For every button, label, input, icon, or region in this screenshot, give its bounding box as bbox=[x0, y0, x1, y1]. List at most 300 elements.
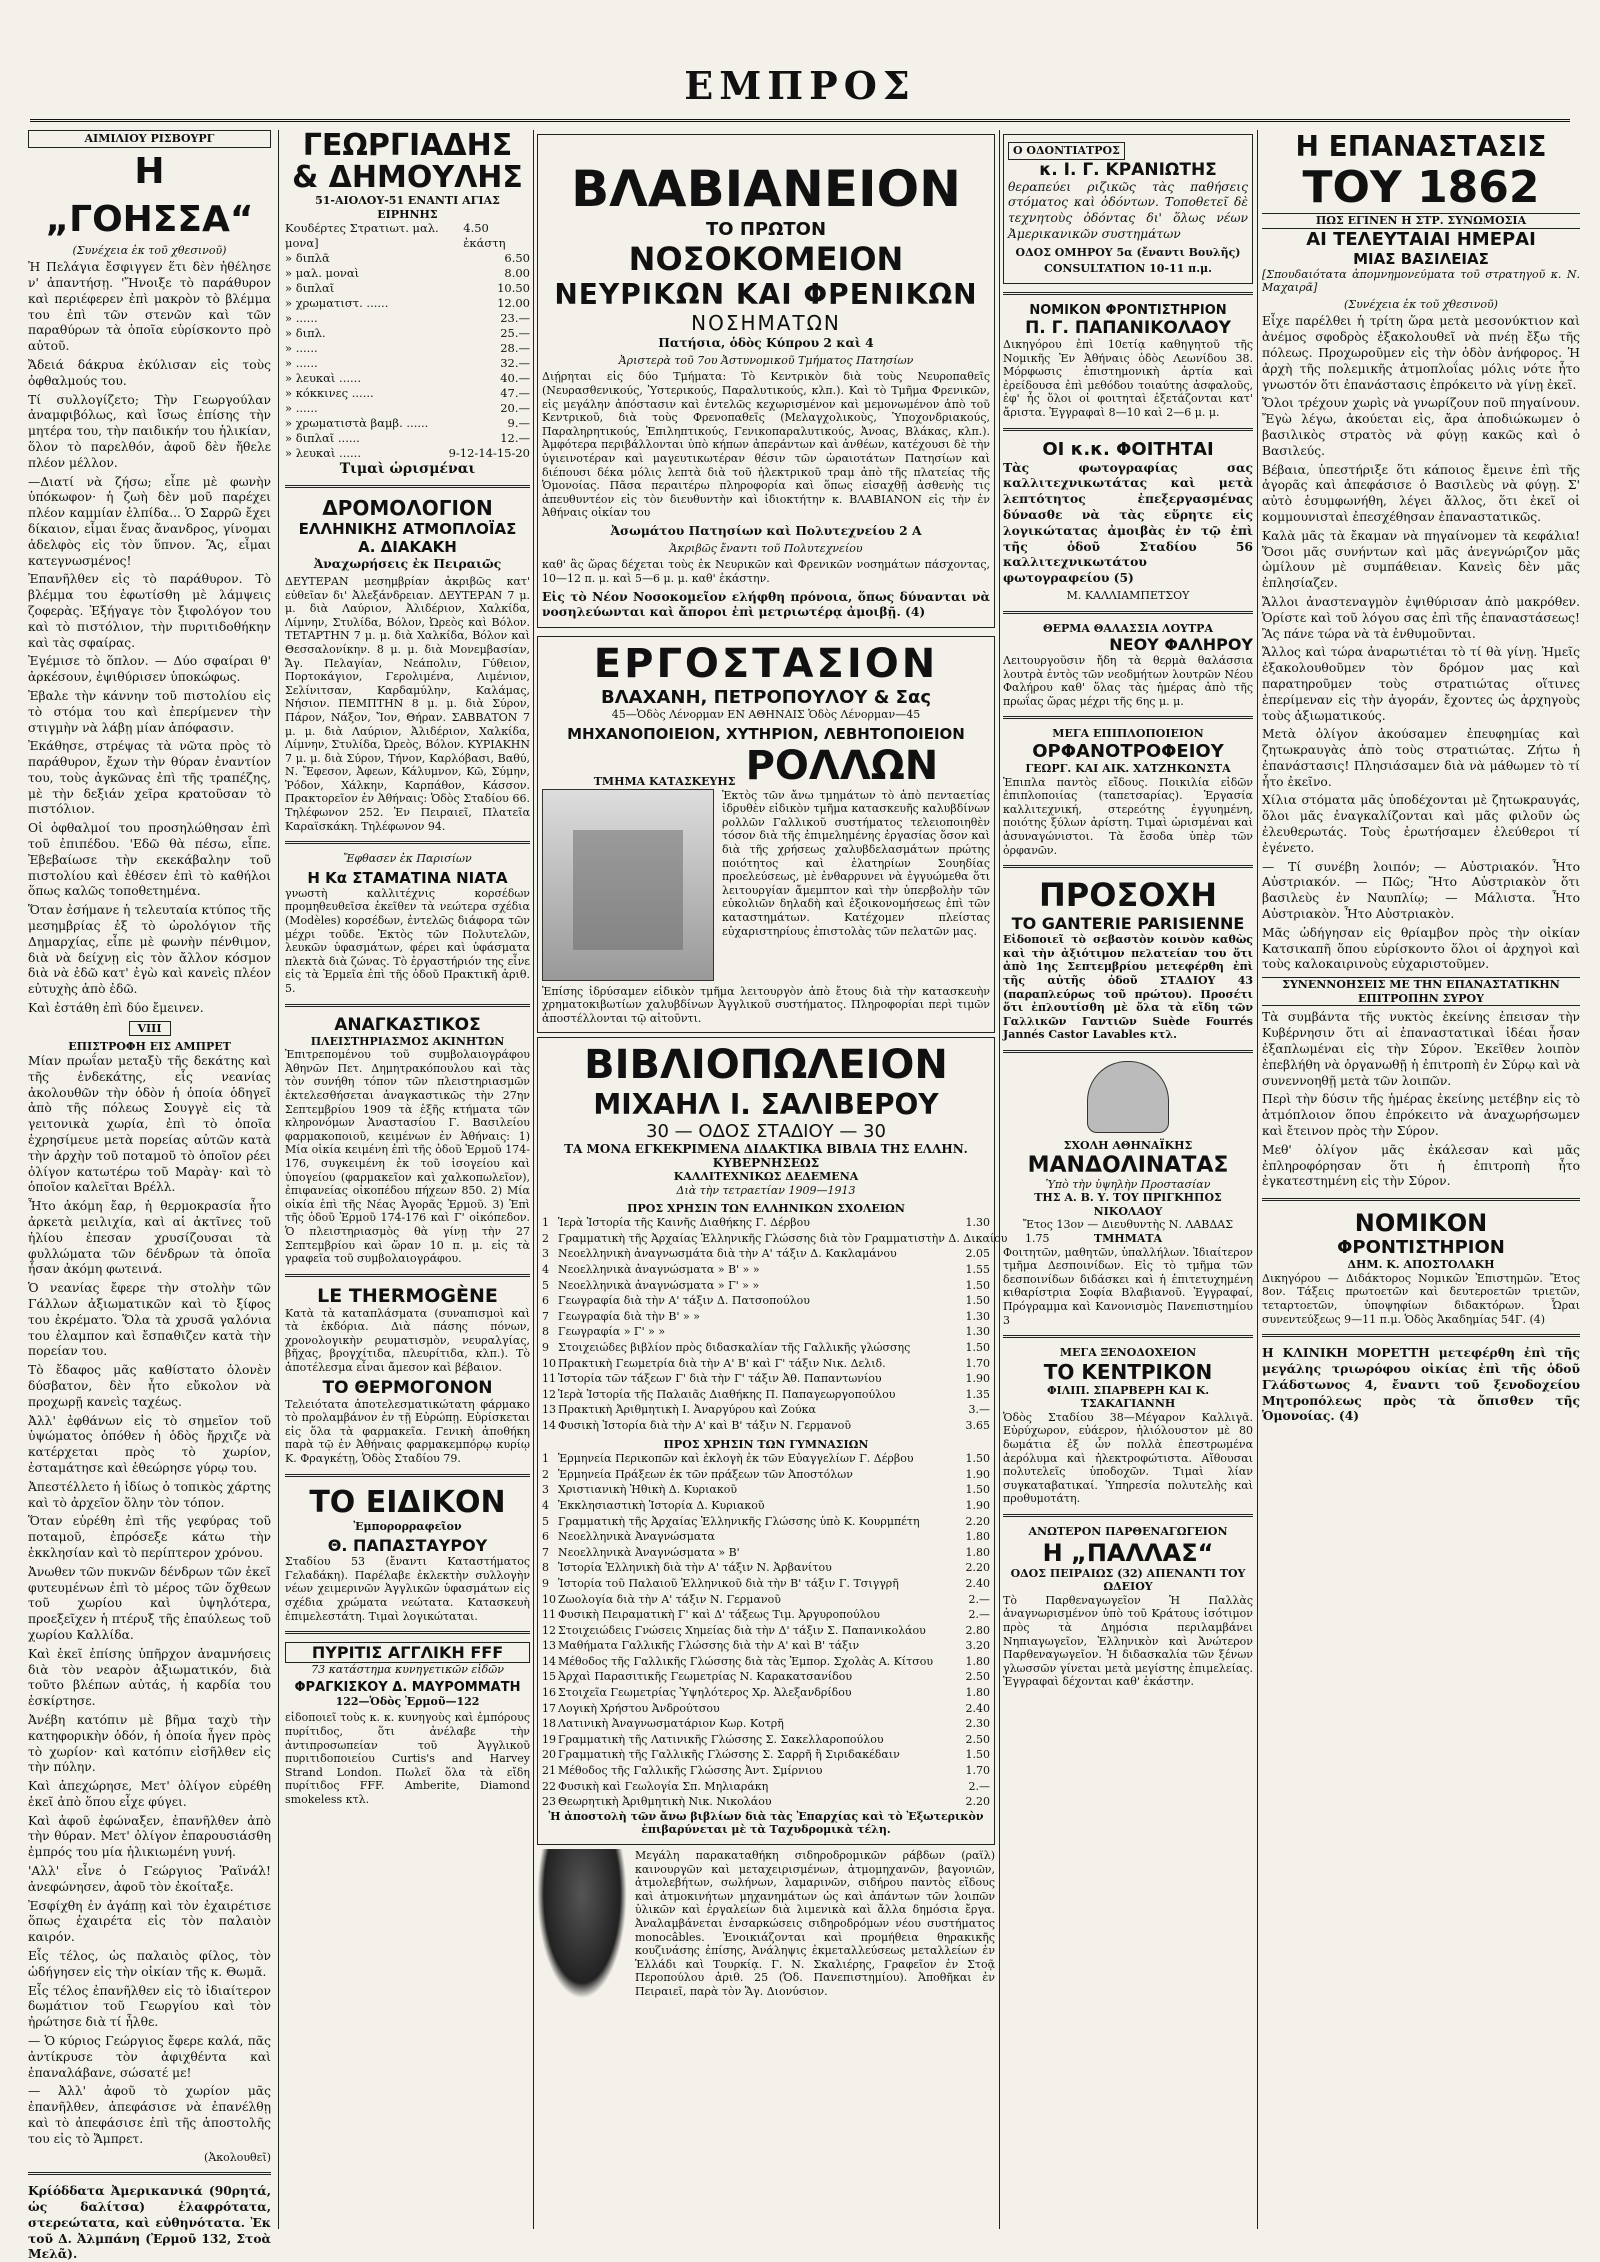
book-entry bbox=[542, 1779, 990, 1795]
paragraph: Καὶ ἀφοῦ ἐφώναξεν, ἐπανῆλθεν ἀπὸ τὴν θύραν. Μετ' ὀλίγον ἐπαρουσιάσθη ἐμπρός του μία ἡλικιωμένη γυνή. bbox=[28, 1813, 271, 1860]
price-value: 9.— bbox=[507, 416, 530, 431]
hotel-owners: ΦΙΛΙΠ. ΣΠΑΡΒΕΡΗ ΚΑΙ Κ. ΤΣΑΚΑΓΙΑΝΝΗ bbox=[1046, 1383, 1210, 1411]
divider bbox=[1262, 1334, 1580, 1337]
paragraph: Ὅλοι τρέχουν χωρὶς νὰ γνωρίζουν ποῦ πηγαίνουν. Ἔγὼ λέγω, ἀκούεται εἰς, ἄρα ἀποδιώκωμεν ὁ βασιλικὸς στρατὸς νὰ φύγῃ κακῶς καὶ ὁ Βασιλεύς. bbox=[1262, 396, 1580, 458]
book-number: 1 bbox=[542, 1216, 549, 1230]
pallas-address: ΟΔΟΣ ΠΕΙΡΑΙΩΣ (32) ΑΠΕΝΑΝΤΙ ΤΟΥ ΩΔΕΙΟΥ bbox=[1010, 1566, 1246, 1594]
paragraph: Ὅταν ἐσήμανε ἡ τελευταία κτύπος τῆς μεσημβρίας ἐξ τὸ ὡρολόγιον τῆς Δημαρχίας, εἶπε μὲ φωνὴν πένθιμον, διὰ νὰ δείχνῃ εἰς τὸν ἄλλον κόσμον διὰ νὰ ἐδῶ κατ' ἐγὼ καὶ κανεὶς πλέον εὐτυχὴς ἀπὸ ἐδῶ. bbox=[28, 903, 271, 997]
book-entry bbox=[542, 1623, 990, 1639]
price-value: 4.50 ἐκάστη bbox=[463, 221, 506, 251]
price-row bbox=[285, 431, 530, 446]
book-entry bbox=[542, 1309, 990, 1325]
paragraph: Μεθ' ὀλίγον μᾶς ἐκάλεσαν καὶ μᾶς ἐπληροφόρησαν ὅτι ἡ ἐπιτροπὴ ἦτο ἐγκατεστημένη εἰς τὴν Σύρον. bbox=[1262, 1142, 1580, 1189]
price-item: » διπλαῖ bbox=[285, 281, 335, 296]
book-entry bbox=[542, 1607, 990, 1623]
law2-name: ΔΗΜ. Κ. ΑΠΟΣΤΟΛΑΚΗ bbox=[1347, 1258, 1495, 1272]
book-entry bbox=[542, 1215, 990, 1231]
law2-body: Δικηγόρου — Διδάκτορος Νομικῶν Ἐπιστημῶν. Ἔτος 8ον. Τάξεις πρωτοετῶν καὶ δευτεροετῶν τριετῶν, τεταρτοετῶν, ὑποψηφίων διδακτόρων. Ὧραι συνεντεύξεως 9—11 π.μ. Ὁδὸς Ἀκαδημίας 54Γ. (4) bbox=[1262, 1271, 1580, 1326]
price-item: » μαλ. μοναὶ bbox=[285, 266, 360, 281]
paragraph: Ἀπεστέλλετο ἡ ἰδίως ὁ τοπικὸς χάρτης καὶ τὸ ἀρχεῖον ὅλην τὸν τόπον. bbox=[28, 1479, 271, 1510]
price-value: 12.— bbox=[500, 431, 530, 446]
book-title: Πρακτικὴ Γεωμετρία διὰ τὴν Α' Β' καὶ Γ' τάξιν Νικ. Δελιδ. bbox=[558, 1356, 886, 1370]
book-price: 1.50 bbox=[965, 1294, 990, 1308]
rail-image bbox=[537, 1849, 627, 1999]
book-number: 6 bbox=[542, 1530, 549, 1544]
book-price: 3.— bbox=[968, 1403, 990, 1417]
paragraph: Μετὰ ὀλίγον ἀκούσαμεν ἐπευφημίας καὶ ζητωκραυγὰς ἀπὸ τοὺς στρατιώτας. Ζήτω ἡ ἐπανάστασις! Πλησιάσαμεν διὰ νὰ μάθωμεν τὸ τί ἦτο ἐκεῖνο. bbox=[1262, 727, 1580, 789]
eidikon-body: Σταδίου 53 (ἔναντι Καταστήματος Γελαδάκη). Παρέλαβε ἐκλεκτὴν συλλογὴν νέων χειμερινῶν Ἀγγλικῶν ὑφασμάτων εἰς σχέδια χρώματα νεώτατα. Κατασκευὴ ἐπιμελεστάτη. Τιμαὶ λογικώταται. bbox=[285, 1555, 530, 1623]
hospital-sub-4: ΝΟΣΗΜΑΤΩΝ bbox=[691, 311, 841, 335]
paragraph: Καὶ ἀπεχώρησε, Μετ' ὀλίγον εὑρέθη ἐκεῖ ἀπὸ ὅπου εἶχε φύγει. bbox=[28, 1779, 271, 1809]
book-number: 9 bbox=[542, 1576, 549, 1590]
baths-sub: ΝΕΟΥ ΦΑΛΗΡΟΥ bbox=[1109, 635, 1253, 655]
paragraph: Ἐκάθησε, στρέψας τὰ νῶτα πρὸς τὸ παράθυρον, ἔχων τὴν θύραν ἐναντίον του, τοὺς ἀγκῶνας ἐπὶ τῆς τραπέζης, μὲ τὴν δεξιάν χεῖρα κρατοῦσαν τὸ πιστόλιον. bbox=[28, 739, 271, 817]
gunpowder-address: 122—Ὁδὸς Ἐρμοῦ—122 bbox=[335, 1694, 480, 1708]
price-value: 28.— bbox=[500, 341, 530, 356]
book-price: 2.40 bbox=[965, 1701, 990, 1715]
divider bbox=[285, 485, 530, 488]
divider bbox=[285, 1274, 530, 1277]
book-price: 1.30 bbox=[965, 1216, 990, 1230]
gunpowder-header: ΠΥΡΙΤΙΣ ΑΓΓΛΙΚΗ FFF bbox=[285, 1642, 530, 1663]
rails-ad bbox=[537, 1849, 995, 1999]
book-title: Χριστιανικὴ Ἠθικὴ Δ. Κυριακοῦ bbox=[558, 1483, 738, 1497]
book-title: Μαθήματα Γαλλικῆς Γλώσσης διὰ τὴν Α' καὶ Β' τάξιν bbox=[558, 1639, 860, 1653]
clinic-notice: Η ΚΛΙΝΙΚΗ ΜΟΡΕΤΤΗ μετεφέρθη ἐπὶ τῆς μεγάλης τριωρόφου οἰκίας ἐπὶ τῆς ὁδοῦ Γλάδστωνος 4, ἔναντι τοῦ ξενοδοχείου Μητροπόλεως πρὸς τὰ ὄπισθεν τῆς Ὁμονοίας. (4) bbox=[1262, 1345, 1580, 1424]
masthead bbox=[30, 55, 1570, 125]
hospital-office-2: Ἀκριβῶς ἔναντι τοῦ Πολυτεχνείου bbox=[669, 541, 863, 555]
divider bbox=[1003, 428, 1253, 431]
price-row bbox=[285, 371, 530, 386]
baths-header: ΘΕΡΜΑ ΘΑΛΑΣΣΙΑ ΛΟΥΤΡΑ bbox=[1043, 621, 1213, 635]
factory-rollers: ΡΟΛΛΩΝ bbox=[745, 742, 939, 789]
hospital-hours: καθ' ἃς ὥρας δέχεται τοὺς ἐκ Νευρικῶν καὶ Φρενικῶν νοσημάτων πάσχοντας, 10—12 π. μ. καὶ 5—6 μ. μ. καθ' ἑκάστην. bbox=[542, 558, 990, 585]
book-number: 7 bbox=[542, 1545, 549, 1559]
column-ads-left bbox=[285, 130, 530, 2229]
students-photographer: Μ. ΚΑΛΛΙΑΜΠΕΤΣΟΥ bbox=[1066, 588, 1190, 602]
book-list-schools bbox=[542, 1215, 1050, 1433]
masthead-rule bbox=[30, 119, 1570, 122]
book-entry bbox=[542, 1451, 990, 1467]
price-row bbox=[285, 221, 530, 251]
serial-to-be-continued: (Ἀκολουθεῖ) bbox=[204, 2150, 271, 2164]
book-title: Λογικὴ Χρήστου Ἀνδρούτσου bbox=[558, 1701, 720, 1715]
bookstore-owner: ΜΙΧΑΗΛ Ι. ΣΑΛΙΒΕΡΟΥ bbox=[593, 1088, 939, 1122]
book-entry bbox=[542, 1482, 990, 1498]
column-revolution bbox=[1262, 130, 1580, 2229]
book-title: Νεοελληνικὰ Ἀναγνώσματα bbox=[558, 1530, 715, 1544]
paragraph: Ἐπανῆλθεν εἰς τὸ παράθυρον. Τὸ βλέμμα του ἐφωτίσθη μὲ λάμψεις ζοφερὰς. Ἐξήγαγε τὸν ξιφολόγον του καὶ τὸ πιστόλιον, τὴν πυριτιδοθήκην καὶ τὰς σφαίρας. bbox=[28, 572, 271, 650]
book-price: 1.80 bbox=[965, 1686, 990, 1700]
book-entry bbox=[542, 1716, 990, 1732]
price-value: 25.— bbox=[500, 326, 530, 341]
book-number: 14 bbox=[542, 1654, 556, 1668]
thermogonon-body: Τελειότατα ἀποτελεσματικώτατη φάρμακο τὸ προλαμβάνον ἐν τῇ Εὐρώπῃ. Εὑρίσκεται εἰς ὅλα τὰ φαρμακεῖα. Γενικὴ ἀποθήκη παρὰ τῷ ἐν Ἀθήναις φαρμακεμπόρῳ κυρίῳ Κ. Φραγκέτῃ, Ὁδὸς Σταδίου 79. bbox=[285, 1397, 530, 1466]
book-price: 2.— bbox=[968, 1608, 990, 1622]
niata-body: γνωστὴ καλλιτέχνις κορσέδων προμηθευθεῖσα ἐκεῖθεν τὰ νεώτερα σχέδια (Modèles) κορσέδων, ἐντελῶς διάφορα τῶν μέχρι τοῦδε. Ἐκτὸς τῶν Πολυτελῶν, λευκῶν ὑφασμάτων, φέρει καὶ ὑφάσματα πλεκτὰ διὰ ζώνας. Τὸ ἐργαστήριόν της εἶνε εἰς τὰ Ἐρμεῖα ἐπὶ τῆς ὁδοῦ Πρακτικῆ ἀριθ. 5. bbox=[285, 886, 530, 996]
paragraph: Ἠ Πελάγια ἔσφιγγεν ἕτι δὲν ἠθέλησε ν' ἀπαντήσῃ. 'Ἤνοιξε τὸ παράθυρον καὶ περιέφερεν ἐπὶ μακρὸν τὸ βλέμμα του ἐπὶ τῶν στενῶν καὶ τῶν παραθύρων τὰ ὁποῖα εὑρίσκοντο πρὸ αὐτοῦ. bbox=[28, 260, 271, 354]
book-title: Ἑρμηνεία Πράξεων ἐκ τῶν πράξεων τῶν Ἀποστόλων bbox=[558, 1467, 853, 1481]
book-number: 10 bbox=[542, 1592, 556, 1606]
book-title: Γεωγραφία διὰ τὴν Β' » » bbox=[558, 1309, 700, 1323]
book-price: 1.90 bbox=[965, 1372, 990, 1386]
book-price: 1.70 bbox=[965, 1764, 990, 1778]
paragraph: Μίαν πρωΐαν μεταξὺ τῆς δεκάτης καὶ τῆς ἐνδεκάτης, εἷς νεανίας ἀκολουθῶν τὴν ὁδὸν ἡ ὁποία ὁδηγεῖ ἀπὸ τῆς πόλεως Σουγγὲ εἰς τὰ γειτονικὰ χωρία, ἐπὶ τὸ ὁποῖα ἐχρησίμευε μετὰ πορείας αὐτῶν κατὰ τὴν ἀρχὴν τοῦ ποταμοῦ τὸ ὁποῖον ρέει ὀλίγον κατωτέρω τοῦ Μαρὰγ· καὶ τὸ ὁποῖον καλεῖται Βρέλλ. bbox=[28, 1054, 271, 1195]
divider bbox=[285, 1004, 530, 1007]
book-title: Ἐκκλησιαστικὴ Ἱστορία Δ. Κυριακοῦ bbox=[558, 1498, 765, 1512]
ad-blankets-firm-1: ΓΕΩΡΓΙΑΔΗΣ bbox=[302, 128, 513, 163]
book-number: 4 bbox=[542, 1498, 549, 1512]
price-item: » χρωματιστ. ...... bbox=[285, 296, 389, 311]
ship-header: ΔΡΟΜΟΛΟΓΙΟΝ bbox=[322, 496, 493, 521]
hospital-new: Εἰς τὸ Νέον Νοσοκομεῖον ελήφθη πρόνοια, ὅπως δύνανται νὰ νοσηλεύωνται καὶ ἄποροι ἐπὶ μετριωτέρᾳ ἀμοιβῇ. (4) bbox=[542, 588, 990, 620]
book-number: 23 bbox=[542, 1795, 556, 1809]
auction-subheader: ΠΛΕΙΣΤΗΡΙΑΣΜΟΣ ΑΚΙΝΗΤΩΝ bbox=[310, 1034, 505, 1048]
book-price: 1.70 bbox=[965, 1356, 990, 1370]
mandolin-header: ΣΧΟΛΗ ΑΘΗΝΑΪΚΗΣ bbox=[1063, 1138, 1193, 1152]
rails-body: Μεγάλη παρακαταθήκη σιδηροδρομικῶν ράβδων (ραϊλ) καινουργῶν καὶ μεταχειρισμένων, ἀτμομηχανῶν, βαγονιῶν, ἀτμολεβήτων, σωλήνων, λαμαρινῶν, σιδήρου παντὸς εἴδους καὶ ἀτμοκινήτων μηχανημάτων ὡς καὶ ἁπάντων τῶν λοιπῶν ὑλικῶν καὶ ἐργαλείων διὰ λιμενικὰ καὶ ἄλλα δημόσια ἔργα. Ἀναλαμβάνεται ἐνσαρκώσεις σιδηροδρόμων νέου συστήματος monocâbles. Ἐνοικιάζονται καὶ προμήθεια θηρακικῆς κουζινάσης ἐπίσης, Ἀνάληψις ἐκμεταλλεύσεως μεταλλείων ἐν Ἑλλάδι καὶ Τουρκίᾳ. Γ. Ν. Σκαλιέρης, Γραφεῖον ἐν Στοᾷ Περοπούλου ἀριθ. 25 (Ὁδ. Πανεπιστημίου). Ἀποθῆκαι ἐν Πειραιεῖ, παρὰ τὸν Ἅγ. Διονύσιον. bbox=[635, 1849, 995, 1998]
dentist-ad bbox=[1003, 134, 1253, 284]
book-number: 21 bbox=[542, 1764, 556, 1778]
dentist-header: Ο ΟΔΟΝΤΙΑΤΡΟΣ bbox=[1008, 142, 1125, 160]
book-title: Στοιχειώδες βιβλίον πρὸς διδασκαλίαν τῆς Γαλλικῆς γλώσσης bbox=[558, 1341, 911, 1354]
book-number: 22 bbox=[542, 1779, 556, 1793]
column-divider bbox=[533, 130, 534, 2229]
book-price: 1.50 bbox=[965, 1341, 990, 1354]
book-list-gymnasia bbox=[542, 1451, 990, 1810]
price-row bbox=[285, 296, 530, 311]
serial-continued: (Συνέχεια ἐκ τοῦ χθεσινοῦ) bbox=[72, 243, 227, 257]
book-price: 1.30 bbox=[965, 1325, 990, 1339]
mandolin-body: Φοιτητῶν, μαθητῶν, ὑπαλλήλων. Ἰδιαίτερον τμῆμα Δεσποινίδων. Εἰς τὸ τμῆμα τῶν δεσποινίδων διδάσκει καὶ ἡ ἐπιτετυχημένη κιθαρίστρια Σοφία Βλαβιανοῦ. Ἐγγραφαί, Πρόγραμμα καὶ Κανονισμὸς Πανεπιστημίου 3 bbox=[1003, 1245, 1253, 1327]
book-number: 11 bbox=[542, 1608, 556, 1622]
paragraph: Τὸ ἔδαφος μᾶς καθίστατο ὁλονὲν δύσβατον, δὲν ἦτο εὔκολον νὰ προχωρῇ κανεὶς ταχέως. bbox=[28, 1363, 271, 1409]
book-entry bbox=[542, 1293, 990, 1309]
mandolin-director: Ἔτος 13ον — Διευθυντὴς Ν. ΛΑΒΔΑΣ bbox=[1023, 1218, 1233, 1232]
paragraph: Εἶς τέλος ἐπανῆλθεν εἰς τὸ ἰδιαίτερον δωμάτιον τοῦ Γεωργίου καὶ τὸν ἠρώτησε διὰ τί ἦλθε. bbox=[28, 1983, 271, 2030]
book-price: 2.50 bbox=[965, 1732, 990, 1746]
ship-schedule: ΔΕΥΤΕΡΑΝ μεσημβρίαν ἀκριβῶς κατ' εὐθεῖαν δι' Ἀλεξάνδρειαν. ΔΕΥΤΕΡΑΝ 7 μ. μ. διὰ Λαύριον, Ἀλιδέριον, Χαλκίδα, Λίμνην, Στυλίδα, Βόλον, Ὠρεὸς καὶ Βόλον. ΤΕΤΑΡΤΗΝ 7 μ. μ. διὰ Χαλκίδα, Βόλον καὶ Θεσσαλονίκην. 8 μ. μ. διὰ Μονεμβασίαν, Ἄγ. Πελαγίαν, Νεάπολιν, Γύθειον, Πορτοκάγιον, Γερολιμένα, Λιμένιον, Σελίνιτσαν, Καρδαμύλην, Καλάμας, Νήσιον. ΠΕΜΠΤΗΝ 8 μ. μ. διὰ Σύρον, Πάρον, Νάξον, Ἴον, Θήραν. ΣΑΒΒΑΤΟΝ 7 μ. μ. διὰ Λαύριον, Ἀλιδέριον, Χαλκίδα, Λίμνην, Στυλίδα, Ὠρεὸς, Βόλον. ΚΥΡΙΑΚΗΝ 7 μ. μ. διὰ Σύρον, Τήνον, Καρλόβασι, Βαθύ, Ν. Ἔφεσον, Ἀφεων, Κάλυμνον, Κῶ, Σύμην, Ῥόδον, Χάλκην, Καρπάθον, Κάσσον. Πρακτορεῖον ἐν Ἀθήναις: Ὁδὸς Σταδίου 66. Τηλέφωνον 252. Ἐν Πειραιεῖ, Πλατεῖα Καραϊσκάκη. Τηλέφωνον 94. bbox=[285, 574, 530, 833]
book-number: 16 bbox=[542, 1686, 556, 1700]
paragraph: Καλὰ μᾶς τὰ ἔκαμαν νὰ πηγαίνομεν τὰ κεφάλια! Ὅσοι μᾶς συνήντων καὶ μᾶς ἀνεγνώριζον μᾶς ὠμίλουν μὲ συμπάθειαν. Κανεὶς δὲν μᾶς ἐπλησίαζεν. bbox=[1262, 528, 1580, 591]
divider bbox=[28, 2172, 271, 2175]
dentist-hours: CONSULTATION 10-11 π.μ. bbox=[1044, 262, 1212, 276]
mandolin-patron-intro: Ὑπὸ τὴν ὑψηλὴν Προστασίαν bbox=[1045, 1177, 1211, 1191]
price-item: » ...... bbox=[285, 341, 318, 356]
hospital-body: Διῄρηται εἰς δύο Τμήματα: Τὸ Κεντρικὸν διὰ τοὺς Νευροπαθεῖς (Νευρασθενικούς, Ὑστερικούς, Παραλυτικούς, κλπ.). Καὶ τὸ Τμῆμα Φρενικῶν, εἰς μεγάλην ἀπόστασιν καὶ ἐντελῶς κεχωρισμένον καὶ μεμονωμένον ἀπὸ τοῦ Κεντρικοῦ, διὰ τοὺς Φρενοπαθεῖς (Μελαγχολικοὺς, Ὑποχονδριακούς, Παραληρητικούς, Ἐπιληπτικούς, Γενικοπαραλυτικούς, Ἀνοας, Βλάκας, κλπ.). Ἀμφότερα περιβάλλονται ὑπὸ κήπων ἀπεράντων καὶ ἀνθέων, κατέχουσι δὲ τὴν ὑγιεινοτέραν καὶ μαγευτικωτέραν θέσιν τῶν ὡραιοτάτων Πατησίων καὶ διέπουσι δέκα μόλις λεπτὰ διὰ τοῦ ἠλεκτρικοῦ τραμ ἀπὸ τῆς πλατείας τῆς Ὁμονοίας. Πᾶσα περαιτέρω πληροφορία καὶ ὅπως εἰσαχθῇ ἀσθενὴς τις ἀπευθυντέον εἰς τὸν διευθυντὴν καὶ ἰδιοκτήτην κ. ΒΛΑΒΙΑΝΟΝ εἰς τὴν ἐν Ἀθήναις οἰκίαν του bbox=[542, 370, 990, 520]
divider bbox=[1003, 716, 1253, 719]
eidikon-header: ΤΟ ΕΙΔΙΚΟΝ bbox=[309, 1484, 506, 1520]
bookstore-address: 30 — ΟΔΟΣ ΣΤΑΔΙΟΥ — 30 bbox=[646, 1121, 886, 1143]
price-row bbox=[285, 416, 530, 431]
revolution-continued: (Συνέχεια ἐκ τοῦ χθεσινοῦ) bbox=[1344, 297, 1498, 311]
paragraph: —Διατί νὰ ζήσω; εἶπε μὲ φωνὴν ὑπόκωφον· ἡ ζωὴ δὲν μοῦ παρέχει πλέον καμμίαν ἐλπίδα... Ὁ Σαρρῶ ἔχει δίκαιον, εἶμαι ἕνας ἄνανδρος, γίνομαι ἀδελφὸς εἰς τὸν ὕπνον. Ἂς, εἶμαι κατεγνωσμένος! bbox=[28, 474, 271, 568]
hospital-title: ΒΛΑΒΙΑΝΕΙΟΝ bbox=[571, 160, 961, 218]
book-number: 14 bbox=[542, 1418, 556, 1432]
price-row bbox=[285, 266, 530, 281]
book-entry bbox=[542, 1685, 990, 1701]
book-number: 8 bbox=[542, 1561, 549, 1575]
book-title: Στοιχεῖα Γεωμετρίας Ὑψηλότερος Χρ. Ἀλεξανδρίδου bbox=[558, 1686, 852, 1700]
paragraph: Βέβαια, ὑπεστήριξε ὅτι κάποιος ἔμεινε ἐπὶ τῆς ἀγορᾶς καὶ ἀπεφάσισε ὁ Βασιλεὺς νὰ φύγῃ. Σ' αὐτὸ ἐσυμφωνήθη, λέγει ἄλλος, ὅτι ἐκεῖ οἱ κομμουνισταὶ ἐπεσχέθησαν ἐπαναστατικῶς. bbox=[1262, 462, 1580, 524]
book-title: Ἱερὰ Ἱστορία τῆς Παλαιᾶς Διαθήκης Π. Παπαγεωργοπούλου bbox=[558, 1387, 896, 1401]
serial-author: ΑΙΜΙΛΙΟΥ ΡΙΣΒΟΥΡΓ bbox=[28, 130, 271, 148]
book-title: Στοιχειώδεις Γνώσεις Χημείας διὰ τὴν Δ' τάξιν Σ. Παπανικολάου bbox=[558, 1623, 926, 1637]
book-price: 2.20 bbox=[965, 1561, 990, 1575]
book-entry bbox=[542, 1467, 990, 1483]
price-row bbox=[285, 401, 530, 416]
fixed-prices: Τιμαὶ ὡρισμέναι bbox=[339, 461, 476, 478]
hotel-name: ΤΟ ΚΕΝΤΡΙΚΟΝ bbox=[1043, 1359, 1213, 1384]
auction-header: ΑΝΑΓΚΑΣΤΙΚΟΣ bbox=[334, 1014, 481, 1035]
book-entry bbox=[542, 1356, 990, 1372]
book-entry bbox=[542, 1732, 990, 1748]
attention-body: Εἰδοποιεῖ τὸ σεβαστὸν κοινὸν καθὼς καὶ τὴν ἀξιότιμον πελατείαν του ὅτι ἀπὸ 1ης Σεπτεμβρίου μετεφέρθη ἐπὶ τῆς αὐτῆς ὁδοῦ ΣΤΑΔΙΟΥ 43 (παραπλεύρως τοῦ πρώτου). Προσέτι ὅτι ἐπλουτίσθη μὲ ὅλα τὰ εἴδη τῶν Γαλλικῶν Γαντιῶν Suède Fourrés Jannés Castor Lavables κτλ. bbox=[1003, 933, 1253, 1042]
book-entry bbox=[542, 1387, 990, 1403]
book-number: 13 bbox=[542, 1639, 556, 1653]
bookstore-bound: ΚΑΛΛΙΤΕΧΝΙΚΩΣ ΔΕΔΕΜΕΝΑ bbox=[673, 1170, 859, 1184]
chapter-number: VIII bbox=[129, 1021, 171, 1037]
hospital-sub-1: ΤΟ ΠΡΩΤΟΝ bbox=[705, 219, 827, 240]
paragraph: Εἶς τέλος, ὡς παλαιὸς φίλος, τὸν ὡδήγησεν εἰς τὴν οἰκίαν τῆς κ. Θωμᾶ. bbox=[28, 1949, 271, 1979]
book-price: 2.50 bbox=[965, 1670, 990, 1684]
book-number: 20 bbox=[542, 1748, 556, 1762]
book-price: 2.40 bbox=[965, 1576, 990, 1590]
book-number: 18 bbox=[542, 1717, 556, 1731]
price-row bbox=[285, 281, 530, 296]
book-price: 1.50 bbox=[965, 1278, 990, 1292]
bookstore-ad bbox=[537, 1037, 1050, 1845]
book-title: Πρακτικὴ Ἀριθμητικὴ Ι. Ἀναργύρου καὶ Ζούκα bbox=[558, 1403, 816, 1417]
mandolin-sections: ΤΜΗΜΑΤΑ bbox=[1093, 1231, 1163, 1245]
book-price: 2.80 bbox=[965, 1623, 990, 1637]
factory-owners: ΒΛΑΧΑΝΗ, ΠΕΤΡΟΠΟΥΛΟΥ & Σας bbox=[601, 687, 931, 709]
price-value: 40.— bbox=[500, 371, 530, 386]
schools-header: ΠΡΟΣ ΧΡΗΣΙΝ ΤΩΝ ΕΛΛΗΝΙΚΩΝ ΣΧΟΛΕΙΩΝ bbox=[627, 1201, 905, 1215]
price-row bbox=[285, 356, 530, 371]
price-value: 10.50 bbox=[497, 281, 530, 296]
column-serial bbox=[28, 130, 271, 2262]
book-title: Νεοελληνικὴ ἀναγνωσμάτα διὰ τὴν Α' τάξιν Δ. Κακλαμάνου bbox=[558, 1247, 897, 1261]
divider bbox=[1262, 1198, 1580, 1201]
book-title: Ἀρχαὶ Παρασιτικῆς Γεωμετρίας Ν. Καρακατσανίδου bbox=[558, 1670, 853, 1684]
book-price: 2.— bbox=[968, 1592, 990, 1606]
bookstore-approved: ΤΑ ΜΟΝΑ ΕΓΚΕΚΡΙΜΕΝΑ ΔΙΔΑΚΤΙΚΑ ΒΙΒΛΙΑ ΤΗΣ ΕΛΛΗΝ. ΚΥΒΕΡΝΗΣΕΩΣ bbox=[564, 1142, 968, 1171]
furniture-title: ΟΡΦΑΝΟΤΡΟΦΕΙΟΥ bbox=[1032, 741, 1224, 763]
factory-title: ΕΡΓΟΣΤΑΣΙΟΝ bbox=[593, 641, 939, 688]
price-item: » διπλαῖ ...... bbox=[285, 431, 360, 446]
book-price: 2.— bbox=[968, 1779, 990, 1793]
book-entry bbox=[542, 1654, 990, 1670]
section-heading: ΣΥΝΕΝΝΟΗΣΕΙΣ ΜΕ ΤΗΝ ΕΠΑΝΑΣΤΑΤΙΚΗΝ ΕΠΙΤΡΟΠΗΝ ΣΥΡΟΥ bbox=[1262, 977, 1580, 1006]
book-number: 7 bbox=[542, 1309, 549, 1323]
paragraph: Καὶ ἐκεῖ ἐπίσης ὑπῆρχον ἀναμνήσεις διὰ τὸν νεαρὸν ἀξιωματικόν, διὰ τοῦτο βλέπων αὐτάς, ἡ καρδία του ἐσκίρτησε. bbox=[28, 1646, 271, 1709]
hospital-address-2: Ἀριστερὰ τοῦ 7ου Ἀστυνομικοῦ Τμήματος Πατησίων bbox=[618, 353, 914, 367]
divider bbox=[1003, 611, 1253, 614]
book-title: Γεωγραφία διὰ τὴν Α' τάξιν Δ. Πατσοπούλου bbox=[558, 1294, 810, 1308]
book-number: 10 bbox=[542, 1356, 556, 1370]
bookstore-title: ΒΙΒΛΙΟΠΩΛΕΙΟΝ bbox=[584, 1042, 948, 1089]
book-title: Ἱστορία Ἑλληνικὴ διὰ τὴν Α' τάξιν Ν. Ἀρβανίτου bbox=[558, 1561, 832, 1575]
book-entry bbox=[542, 1763, 990, 1779]
book-title: Γεωγραφία » Γ' » » bbox=[558, 1325, 666, 1339]
book-number: 4 bbox=[542, 1263, 549, 1277]
hotel-header: ΜΕΓΑ ΞΕΝΟΔΟΧΕΙΟΝ bbox=[1059, 1346, 1197, 1360]
price-row bbox=[285, 341, 530, 356]
paragraph: — Ἀλλ' ἀφοῦ τὸ χωρίον μᾶς ἐπανῆλθεν, ἀπεφάσισε νὰ ἐπανέλθῃ καὶ τὸ ἀπεφάσισε ἐπὶ τῆς ἀποστολῆς του εἰς τὸ Ἄμπρετ. bbox=[28, 2084, 271, 2146]
book-title: Ἱστορία τῶν τάξεων Γ' διὰ τὴν Γ' τάξιν Ἀθ. Παπαντωνίου bbox=[558, 1372, 882, 1386]
book-entry bbox=[542, 1514, 990, 1530]
niata-intro: Ἔφθασεν ἐκ Παρισίων bbox=[343, 852, 472, 866]
factory-works: ΜΗΧΑΝΟΠΟΙΕΙΟΝ, ΧΥΤΗΡΙΟΝ, ΛΕΒΗΤΟΠΟΙΕΙΟΝ bbox=[567, 724, 965, 743]
paragraph: Τί συλλογίζετο; Τὴν Γεωργούλαν ἀναμφιβόλως, καὶ ἴσως ἐπίσης τὴν μητέρα του, τὴν παιδικήν του ἡλικίαν, ὅλον τὸ παρελθόν, ἀφοῦ δὲν ἤθελε πλέον μέλλον. bbox=[28, 392, 271, 470]
factory-ad bbox=[537, 636, 995, 1033]
paragraph: Καὶ ἐστάθη ἐπὶ δύο ἔμεινεν. bbox=[28, 1001, 204, 1016]
hotel-body: Ὁδὸς Σταδίου 38—Μέγαρον Καλλιγᾶ. Εὐρύχωρον, εὐάερον, ἡλιόλουστον μὲ 80 δωμάτια ἐξ ὧν πολλὰ ἐπεστρωμένα ἀερόλυμα καὶ ἠλεκτροφώτιστα. Αἴθουσαι πολυτελεῖς ὑποδοχῶν. Τιμαὶ λίαν συγκαταβατικαί. Ὑπηρεσία πολυτελὴς καὶ προθυμοτάτη. bbox=[1003, 1410, 1253, 1506]
book-entry bbox=[542, 1324, 990, 1340]
book-entry bbox=[542, 1545, 990, 1561]
book-title: Φυσικὴ Ἱστορία διὰ τὴν Α' καὶ Β' τάξιν Ν. Γερμανοῦ bbox=[558, 1418, 852, 1432]
paragraph: Εἶχε παρέλθει ἡ τρίτη ὥρα μετὰ μεσονύκτιον καὶ ἀνέμος σφοδρὸς ἐξακολουθεῖ νὰ πνέῃ ἔξω τῆς πόλεως. Προχωροῦμεν εἰς τὴν ὁδὸν ἀνήφορος. Ἡ ἀρχὴ τῆς πολεμικῆς ἀτμοπλοΐας μόλις νότε ἦτο γνωστόν ὅτι ἐπανάστασις ἐπρόκειτο νὰ γίνῃ ἐκεῖ. bbox=[1262, 314, 1580, 392]
price-row bbox=[285, 251, 530, 266]
furniture-header: ΜΕΓΑ ΕΠΙΠΛΟΠΟΙΕΙΟΝ bbox=[1052, 727, 1204, 741]
paragraph: Ἀνέβη κατόπιν μὲ βῆμα ταχὺ τὴν κατηφορικὴν ὁδόν, ἡ ὁποία ἦγεν πρὸς τὸ χωρίον· καὶ κατόπιν εἰσῆλθεν εἰς τὴν πύλην. bbox=[28, 1712, 271, 1775]
paragraph: Ἐβαλε τὴν κάννην τοῦ πιστολίου εἰς τὸ στόμα του καὶ ἐπερίμενεν τὴν στιγμὴν νὰ λάβῃ μίαν ἀπόφασιν. bbox=[28, 688, 271, 735]
book-price: 1.80 bbox=[965, 1545, 990, 1559]
students-header: ΟΙ κ.κ. ΦΟΙΤΗΤΑΙ bbox=[1042, 438, 1214, 460]
paragraph: Ὁ νεανίας ἔφερε τὴν στολὴν τῶν Γάλλων ἀξιωματικῶν καὶ τὸ ξίφος του ἐκρέματο. Ὅλα τὰ χρυσᾶ γαλόνια του ἐλαμπον καὶ ἔσπαθιζεν κατὰ τὴν πορείαν του. bbox=[28, 1281, 271, 1359]
book-number: 11 bbox=[542, 1372, 556, 1386]
book-entry bbox=[542, 1638, 990, 1654]
book-entry bbox=[542, 1592, 990, 1608]
price-item: » λευκαὶ ...... bbox=[285, 446, 361, 461]
book-price: 1.90 bbox=[965, 1467, 990, 1481]
price-item: Κουδέρτες Στρατιωτ. μαλ. μονα] bbox=[285, 221, 439, 251]
book-title: Μέθοδος τῆς Γαλλικῆς Γλώσσης διὰ τὰς Ἐμπορ. Σχολὰς Α. Κίτσου bbox=[558, 1654, 934, 1668]
book-price: 1.90 bbox=[965, 1498, 990, 1512]
book-number: 3 bbox=[542, 1483, 549, 1497]
paragraph: Οἱ ὀφθαλμοί του προσηλώθησαν ἐπὶ τοῦ ἐπιπέδου. 'Εδῶ θὰ πέσω, εἶπε. Ἐβεβαίωσε τὴν εκεκάβαλην τοῦ πιστολίου καὶ ἐθέσεν ἐπὶ τὸ καθήλοι ὅπως καλῶς τοποθετημένα. bbox=[28, 821, 271, 899]
revolution-subtitle: ΠΩΣ ΕΓΙΝΕΝ Η ΣΤΡ. ΣΥΝΩΜΟΣΙΑ bbox=[1262, 213, 1580, 229]
book-entry bbox=[542, 1278, 990, 1294]
price-item: » διπλ. bbox=[285, 326, 326, 341]
book-entry bbox=[542, 1560, 990, 1576]
paragraph: Χίλια στόματα μᾶς ὑποδέχονται μὲ ζητωκραυγάς, ὅλοι μᾶς ἐναγκαλίζονται καὶ μᾶς φιλοῦν ὡς ἐλευθερωτάς. Τοὺς ἐρωτήσαμεν ἐλεύθεροι τί ἐγένετο. bbox=[1262, 793, 1580, 855]
price-value: 9-12-14-15-20 bbox=[448, 446, 530, 461]
book-title: Γραμματικὴ τῆς Ἀρχαίας Ἑλληνικῆς Γλώσσης διὰ τὸν Γραμματιστὴν Δ. Δικαίου bbox=[558, 1231, 1008, 1245]
thermogene-body: Κατὰ τὰ καταπλάσματα (συναπισμοὶ καὶ τὰ ἐκδόρια. Διὰ πάσης πόνων, χρονολογικὴν ρευματισμὸν, νευραλγίας, βῆχας, βρογχίτιδα, πλευρίτιδα, κλπ.). Τὸ ἀποτέλεσμα εἶναι ἄμεσον καὶ βέβαιον. bbox=[285, 1306, 530, 1375]
book-title: Γραμματικὴ τῆς Λατινικῆς Γλώσσης Σ. Σακελλαροπούλου bbox=[558, 1732, 884, 1746]
thermogene-header: LE THERMOGÈNE bbox=[317, 1284, 498, 1307]
serial-title: Η „ΓΟΗΣΣΑ“ bbox=[45, 150, 254, 240]
book-title: Μέθοδος τῆς Γαλλικῆς Γλώσσης Ἀντ. Σμίρνιου bbox=[558, 1764, 823, 1778]
paragraph: Ἐσφίχθη ἐν ἀγάπῃ καὶ τὸν ἐχαιρέτισε ὅπως ἐχαιρέτα εἰς τὸν παλαιὸν καιρόν. bbox=[28, 1898, 271, 1945]
book-entry bbox=[542, 1529, 990, 1545]
book-number: 2 bbox=[542, 1467, 549, 1481]
law2-header: ΝΟΜΙΚΟΝ bbox=[1354, 1209, 1488, 1238]
divider bbox=[1003, 292, 1253, 295]
book-entry bbox=[542, 1498, 990, 1514]
book-price: 1.80 bbox=[965, 1654, 990, 1668]
book-title: Νεοελληνικὰ Ἀναγνώσματα » Β' bbox=[558, 1545, 740, 1559]
law2-sub: ΦΡΟΝΤΙΣΤΗΡΙΟΝ bbox=[1337, 1237, 1505, 1259]
hospital-address: Πατήσια, ὁδὸς Κύπρου 2 καὶ 4 bbox=[658, 335, 874, 350]
bookstore-period: Διὰ τὴν τετραετίαν 1909—1913 bbox=[676, 1184, 856, 1198]
book-price: 1.80 bbox=[965, 1530, 990, 1544]
column-divider bbox=[278, 130, 279, 2229]
attention-sub: ΤΟ GANTERIE PARISIENNE bbox=[1011, 914, 1245, 934]
ship-departures: Ἀναχωρήσεις ἐκ Πειραιῶς bbox=[313, 556, 502, 572]
book-number: 3 bbox=[542, 1247, 549, 1261]
factory-body-2: Ἐπίσης ἰδρύσαμεν εἰδικὸν τμῆμα λειτουργὸν ἀπὸ ἔτους διὰ τὴν κατασκευὴν χρηματοκιβωτίων χαλυβδίνων Ἀγγλικοῦ συστήματος. Πληροφορίαι περὶ τιμῶν ἀποστέλλονται τῷ αἰτοῦντι. bbox=[542, 984, 990, 1025]
book-entry bbox=[542, 1231, 1050, 1247]
paragraph: Μᾶς ὡδήγησαν εἰς θρίαμβον πρὸς τὴν οἰκίαν Κατσικαπῆ ὅπου εὑρίσκοντο ὅλοι οἱ ἀρχηγοὶ καὶ τοὺς καλοκαιρινοὺς εὐχαριστοῦμεν. bbox=[1262, 925, 1580, 972]
price-item: » ...... bbox=[285, 356, 318, 371]
newspaper-title: ΕΜΠΡΟΣ bbox=[684, 63, 916, 108]
shutter-image bbox=[542, 789, 714, 981]
book-price: 1.50 bbox=[965, 1452, 990, 1466]
book-title: Γραμματικὴ τῆς Ἀρχαίας Ἑλληνικῆς Γλώσσης ὑπὸ Κ. Κουρμπέτη bbox=[558, 1514, 920, 1528]
paragraph: Ἀλλ' ἐφθάνων εἰς τὸ σημεῖον τοῦ ὑψώματος ὁπόθεν ἡ ὁδὸς ἤρχιζε νὰ κατέρχεται πρὸς τὸ χωρίον, ἐσταμάτησε καὶ ἐθεώρησε γύρῳ του. bbox=[28, 1413, 271, 1475]
ship-agent: Α. ΔΙΑΚΑΚΗ bbox=[358, 538, 457, 557]
divider bbox=[1003, 865, 1253, 868]
book-price: 2.30 bbox=[965, 1717, 990, 1731]
furniture-body: Ἐπιπλα παντὸς εἴδους. Ποικιλία εἰδῶν ἐπιπλοποιίας (ταπετσαρίας). Ἐργασία καλλιτεχνική, στερεότης ἐγγυημένη, ποιότης ξύλων ἀρίστη. Τιμαὶ ὡρισμέναι καὶ ἀσυναγώνιστοι. Τὰ ἔσοδα ὑπὲρ τῶν ὀρφανῶν. bbox=[1003, 775, 1253, 857]
book-entry bbox=[542, 1262, 990, 1278]
book-price: 2.20 bbox=[965, 1514, 990, 1528]
divider bbox=[1003, 1050, 1253, 1053]
price-row bbox=[285, 446, 530, 461]
book-price: 3.20 bbox=[965, 1639, 990, 1653]
hospital-office: Ἀσωμάτου Πατησίων καὶ Πολυτεχνείου 2 Α bbox=[610, 522, 922, 538]
book-price: 1.35 bbox=[965, 1387, 990, 1401]
ad-trunks: Κρίόδδατα Ἀμερικανικά (90ρητά, ὡς δαλίτσα) ἐλαφρότατα, στερεώτατα, καὶ εὐθηνότατα. Ἐκ τοῦ Δ. Ἀλμπάνη (Ἐρμοῦ 132, Στοὰ Μελᾶ). bbox=[28, 2183, 271, 2262]
column-ads-center bbox=[537, 130, 1050, 2229]
revolution-heading-1: ΑΙ ΤΕΛΕΥΤΑΙΑΙ ΗΜΕΡΑΙ bbox=[1306, 228, 1536, 250]
book-title: Λατινικὴ Ἀναγνωσματάριον Κωρ. Κοτρῆ bbox=[558, 1717, 784, 1731]
dentist-name: κ. Ι. Γ. ΚΡΑΝΙΩΤΗΣ bbox=[1039, 159, 1217, 180]
paragraph: Ἄλλοι ἀναστεναγμὸν ἐψιθύρισαν ἀπὸ μακρόθεν. Ὁρίστε καὶ τοῦ λόγου σας ἐπὶ τῆς ἐπαναστάσεως! Ἂς πάνε τώρα νὰ τὰ ἐνθυμοῦνται. bbox=[1262, 594, 1580, 641]
paragraph: — Τί συνέβη λοιπόν; — Αὐστριακόν. Ἦτο Αὐστριακόν. — Πῶς; Ἤτο Αὐστριακὸν ὅτι βασιλεὺς ἐν Ναυπλίῳ; — Μάλιστα. Ἦτο Αὐστριακὸν. Ἦτο Αὐστριακὸν. bbox=[1262, 859, 1580, 922]
ship-company: ΕΛΛΗΝΙΚΗΣ ΑΤΜΟΠΛΟΪΑΣ bbox=[298, 520, 517, 539]
column-divider bbox=[1257, 130, 1258, 2229]
book-number: 19 bbox=[542, 1732, 556, 1746]
book-price: 1.50 bbox=[965, 1483, 990, 1497]
paragraph: — Ὁ κύριος Γεώργιος ἔφερε καλά, πᾶς ἀντίκρυσε τὸν ἀφιχθέντα καὶ ἐπαναλάβανε, σώσατέ με! bbox=[28, 2034, 271, 2080]
attention-header: ΠΡΟΣΟΧΗ bbox=[1039, 876, 1217, 915]
pallas-body: Τὸ Παρθεναγωγεῖον Ἡ Παλλὰς ἀναγνωρισμένον ὑπὸ τοῦ Κράτους ἰσότιμον πρὸς τὰ Δημόσια περιλαμβάνει Νηπιαγωγεῖον, Ἑλληνικὸν καὶ Ἀνώτερον Παρθεναγωγεῖον. Ἡ διδασκαλία τῶν ξένων γλωσσῶν γίνεται μετὰ μεγίστης ἐπιμελείας. Ἐγγραφαὶ δέχονται καθ' ἑκάστην. bbox=[1003, 1593, 1253, 1689]
law-school-body: Δικηγόρου ἐπὶ 10ετίᾳ καθηγητοῦ τῆς Νομικῆς Ἐν Ἀθήναις ὁδὸς Λεωνίδου 38. Μόρφωσις ἐπιστημονικὴ ἀρτία καὶ ἐρείδουσα ἐπὶ μεθόδου τοιαύτης ἀσφαλοῦς, ἐφ' ἧς ὅλοι οἱ φοιτηταὶ ἐξετάζονται κατ' ἄριστα. Ἐγγραφαὶ 8—10 καὶ 2—6 μ. μ. bbox=[1003, 337, 1253, 419]
price-value: 23.— bbox=[500, 311, 530, 326]
furniture-owner: ΓΕΩΡΓ. ΚΑΙ ΑΙΚ. ΧΑΤΖΗΚΩΝΣΤΑ bbox=[1025, 762, 1231, 776]
book-title: Ἑρμηνεία Περικοπῶν καὶ ἐκλογὴ ἐκ τῶν Εὐαγγελίων Γ. Δέρβου bbox=[558, 1452, 914, 1466]
price-item: » ...... bbox=[285, 401, 318, 416]
book-entry bbox=[542, 1371, 990, 1387]
eidikon-sub: Ἐμπορορραφεῖον bbox=[353, 1519, 462, 1533]
book-price: 1.75 bbox=[1025, 1231, 1050, 1245]
revolution-title: Η ΕΠΑΝΑΣΤΑΣΙΣ bbox=[1295, 130, 1547, 163]
students-body: Τὰς φωτογραφίας σας καλλιτεχνικωτάτας καὶ μετὰ λεπτότητος ἐπεξεργασμένας δύνασθε νὰ τὰς εὕρητε εἰς λογικώτατας ἀμοιβὰς ἐν τῷ ἐπὶ τῆς ὁδοῦ Σταδίου 56 καλλιτεχνικωτάτου φωτογραφείου (5) bbox=[1003, 459, 1253, 586]
gunpowder-name: ΦΡΑΓΚΙΣΚΟΥ Δ. ΜΑΥΡΟΜΜΑΤΗ bbox=[294, 1679, 521, 1695]
price-item: » κόκκινες ...... bbox=[285, 386, 374, 401]
book-price: 1.30 bbox=[965, 1309, 990, 1323]
law-school-header: ΝΟΜΙΚΟΝ ΦΡΟΝΤΙΣΤΗΡΙΟΝ bbox=[1029, 302, 1227, 318]
dentist-address: ΟΔΟΣ ΟΜΗΡΟΥ 5α (ἔναντι Βουλῆς) bbox=[1015, 245, 1241, 259]
paragraph: Τὰ συμβάντα τῆς νυκτὸς ἐκείνης ἐπεισαν τὴν Κυβέρνησιν ὅτι αἱ ἐπαναστατικαὶ ἰδέαι ἦσαν ἐξαπλωμέναι εἰς τὴν Σύρον. Ἐκεῖθεν λοιπὸν ἐπεβλήθη νὰ ὁργανωθῇ ἡ ἐπιτροπὴ ἐν Σύρῳ καὶ νὰ συνεννοηθῇ μετὰ τῶν λοιπῶν. bbox=[1262, 1010, 1580, 1088]
baths-body: Λειτουργοῦσιν ἤδη τὰ θερμὰ θαλάσσια λουτρὰ ἐντὸς τῶν νεοδμήτων λουτρῶν Νέου Φαλήρου καθ' ὅλας τὰς ἡμέρας ἀπὸ τῆς πρωΐας ὥρας μέχρι τῆς 6ης μ. μ. bbox=[1003, 654, 1253, 708]
book-price: 1.55 bbox=[965, 1263, 990, 1277]
dentist-body: θεραπεύει ριζικῶς τὰς παθήσεις στόματος καὶ ὀδόντων. Τοποθετεῖ δὲ τεχνητοὺς ὀδόντας δι' ὅλως νέων Ἀμερικανικῶν συστημάτων bbox=[1008, 179, 1248, 241]
